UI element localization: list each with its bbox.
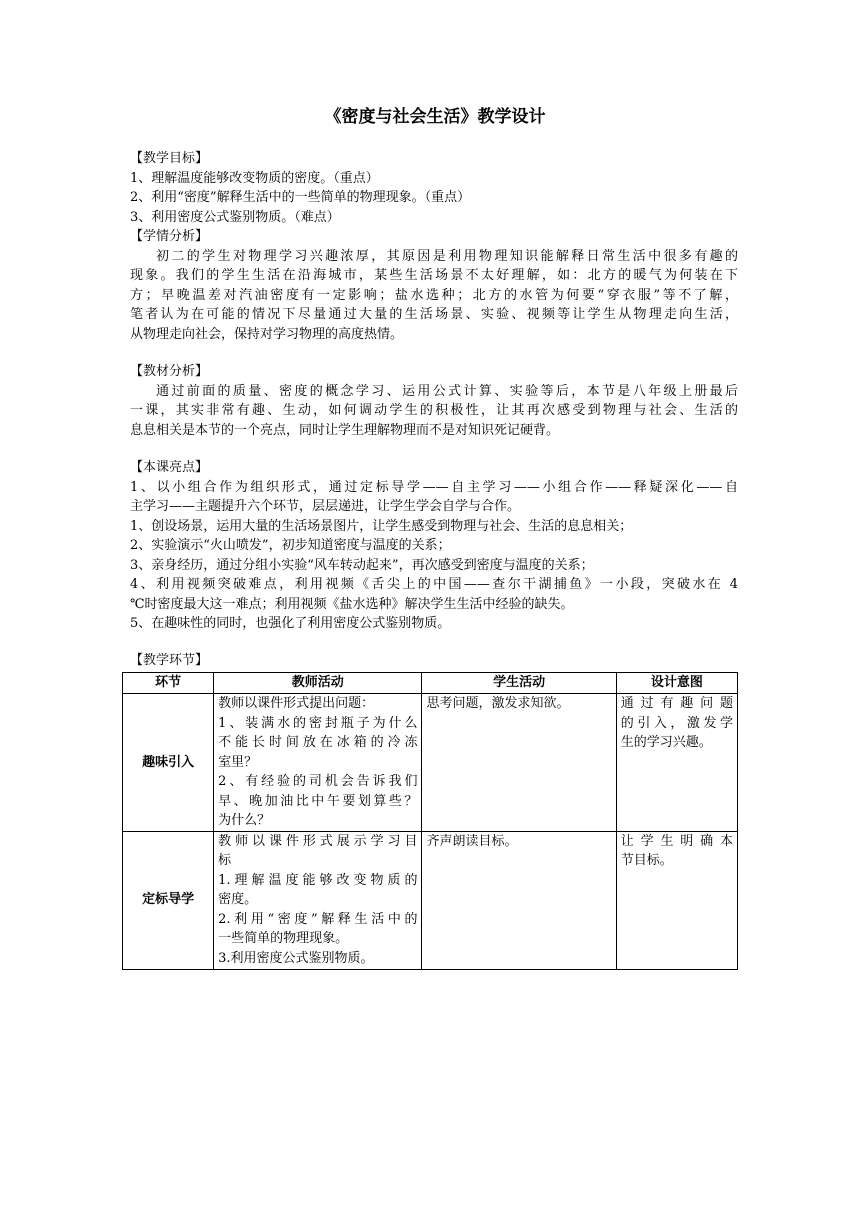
design-intent-line: 的引入，激发学 — [620, 715, 733, 731]
design-intent-line: 节目标。 — [620, 853, 673, 868]
objective-item: 1、理解温度能够改变物质的密度。（重点） — [130, 170, 379, 186]
table-row — [123, 694, 738, 832]
design-intent-line: 通过有趣问题 — [620, 696, 733, 711]
phase-cell: 定标导学 — [123, 831, 214, 969]
highlights-text-line: 主学习——主题提升六个环节，层层递进，让学生学会自学与合作。 — [130, 499, 521, 514]
objective-item: 2、利用“密度”解释生活中的一些简单的物理现象。（重点） — [130, 190, 471, 205]
highlights-text-line: 1、以小组合作为组织形式，通过定标导学——自主学习——小组合作——释疑深化——自 — [130, 479, 738, 495]
steps-heading: 【教学环节】 — [130, 653, 209, 668]
materials-heading: 【教材分析】 — [130, 364, 209, 379]
teacher-activity-line: 室里？ — [218, 754, 258, 770]
student-activity-cell — [422, 694, 616, 832]
teacher-activity-line: 密度。 — [218, 892, 258, 907]
column-header: 学生活动 — [422, 673, 616, 694]
teacher-activity-line: 不能长时间放在冰箱的冷冻 — [218, 735, 418, 750]
materials-text-line: 一课，其实非常有趣、生动，如何调动学生的积极性，让其再次感受到物理与社会、生活的 — [130, 403, 738, 418]
phase-cell: 趣味引入 — [123, 694, 214, 832]
student-activity-cell — [422, 831, 616, 969]
learners-text-line: 方；早晚温差对汽油密度有一定影响；盐水选种；北方的水管为何要“穿衣服”等不了解， — [130, 287, 738, 303]
design-intent-line: 生的学习兴趣。 — [620, 735, 712, 750]
lesson-steps-table — [122, 672, 738, 970]
highlights-section — [130, 458, 738, 634]
learners-text-line: 初二的学生对物理学习兴趣浓厚，其原因是利用物理知识能解释日常生活中很多有趣的 — [156, 248, 738, 264]
materials-section — [130, 362, 738, 440]
column-header: 环节 — [123, 673, 214, 694]
learners-section — [130, 227, 738, 344]
student-activity-line: 齐声朗读目标。 — [426, 833, 518, 849]
teacher-activity-line: 为什么？ — [218, 813, 271, 828]
highlights-text-line: 2、实验演示“火山喷发”，初步知道密度与温度的关系； — [130, 538, 451, 553]
learners-heading: 【学情分析】 — [130, 229, 209, 244]
design-intent-line: 让学生明确本 — [620, 833, 733, 849]
teacher-activity-cell — [214, 694, 422, 832]
teacher-activity-line: 教师以课件形式提出问题： — [218, 696, 375, 711]
column-header: 教师活动 — [214, 673, 422, 694]
document-title: 《密度与社会生活》教学设计 — [324, 107, 546, 127]
objectives-section — [130, 149, 738, 227]
column-header: 设计意图 — [616, 673, 737, 694]
highlights-text-line: ℃时密度最大这一难点；利用视频《盐水选种》解决学生生活中经验的缺失。 — [130, 596, 574, 612]
teacher-activity-line: 3.利用密度公式鉴别物质。 — [218, 950, 374, 966]
learners-text-line: 从物理走向社会，保持对学习物理的高度热情。 — [130, 326, 404, 342]
highlights-text-line: 1、创设场景，运用大量的生活场景图片，让学生感受到物理与社会、生活的息息相关； — [130, 518, 633, 534]
teacher-activity-cell — [214, 831, 422, 969]
materials-text-line: 息息相关是本节的一个亮点，同时让学生理解物理而不是对知识死记硬背。 — [130, 422, 560, 438]
table-header-row — [123, 673, 738, 694]
student-activity-line: 思考问题，激发求知欲。 — [426, 696, 570, 711]
highlights-text-line: 4、利用视频突破难点，利用视频《舌尖上的中国——查尔干湖捕鱼》一小段，突破水在 4 — [130, 577, 738, 592]
steps-section — [130, 651, 738, 671]
teacher-activity-line: 一些简单的物理现象。 — [218, 931, 349, 946]
objective-item: 3、利用密度公式鉴别物质。（难点） — [130, 209, 340, 225]
design-intent-cell — [616, 831, 737, 969]
learners-text-line: 笔者认为在可能的情况下尽量通过大量的生活场景、实验、视频等让学生从物理走向生活， — [130, 307, 738, 322]
teacher-activity-line: 2.利用“密度”解释生活中的 — [218, 911, 418, 927]
materials-text-line: 通过前面的质量、密度的概念学习、运用公式计算、实验等后，本节是八年级上册最后 — [156, 383, 738, 399]
teacher-activity-line: 2、有经验的司机会告诉我们 — [218, 774, 418, 789]
highlights-heading: 【本课亮点】 — [130, 460, 209, 475]
teacher-activity-line: 1.理解温度能够改变物质的 — [218, 872, 418, 888]
design-intent-cell — [616, 694, 737, 832]
teacher-activity-line: 标 — [218, 853, 232, 868]
table-row — [123, 831, 738, 969]
highlights-text-line: 3、亲身经历，通过分组小实验“风车转动起来”，再次感受到密度与温度的关系； — [130, 557, 594, 573]
teacher-activity-line: 1、装满水的密封瓶子为什么 — [218, 715, 418, 731]
highlights-text-line: 5、在趣味性的同时，也强化了利用密度公式鉴别物质。 — [130, 616, 451, 631]
learners-text-line: 现象。我们的学生生活在沿海城市，某些生活场景不太好理解，如：北方的暖气为何装在下 — [130, 268, 738, 283]
teacher-activity-line: 早、晚加油比中午要划算些？ — [218, 793, 418, 809]
teacher-activity-line: 教师以课件形式展示学习目 — [218, 833, 418, 849]
objectives-heading: 【教学目标】 — [130, 151, 209, 166]
